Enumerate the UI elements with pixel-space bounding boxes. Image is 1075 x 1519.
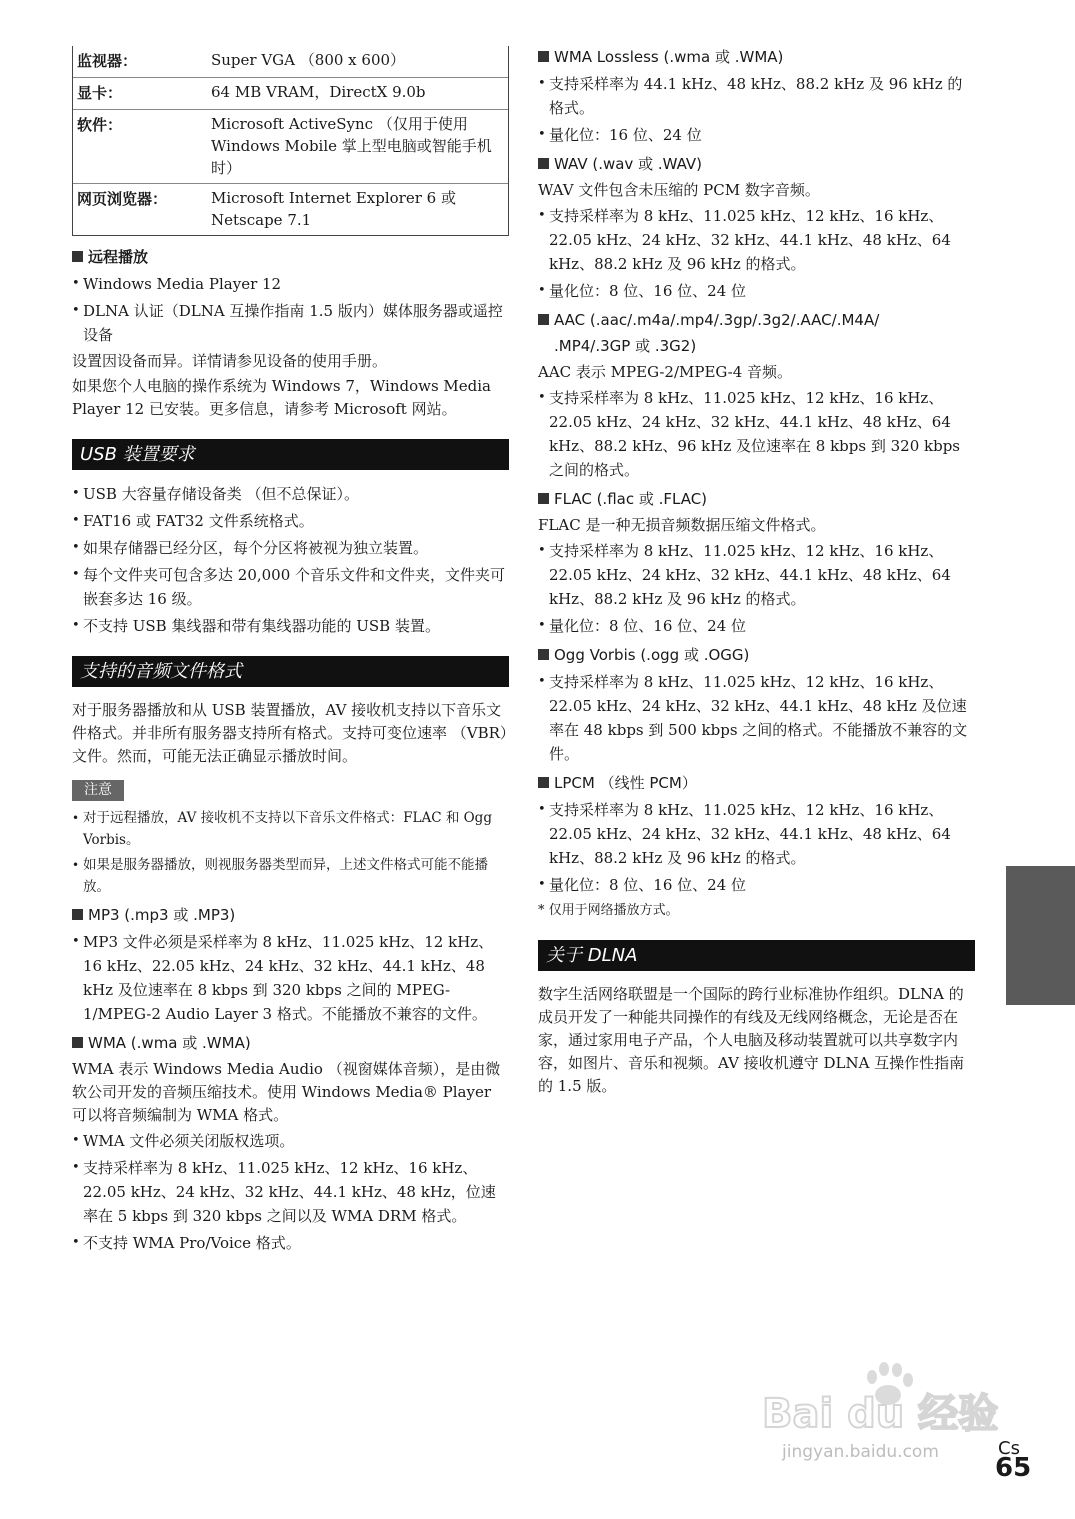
note-item: • 对于远程播放，AV 接收机不支持以下音乐文件格式：FLAC 和 Ogg Vorbis。 [72,807,509,851]
wav-heading: WAV (.wav 或 .WAV) [538,153,975,175]
spec-value: Super VGA （800 x 600） [211,51,406,69]
square-bullet-icon [72,251,83,262]
baidu-watermark-logo [760,1355,1020,1445]
lpcm-heading: LPCM （线性 PCM） [538,772,975,794]
square-bullet-icon [72,1037,83,1048]
list-item: • MP3 文件必须是采样率为 8 kHz、11.025 kHz、12 kHz、16 kHz、22.05 kHz、24 kHz、32 kHz、44.1 kHz、48 kHz 及位速率在 8 kbps 到 320 kbps 之间的 MPEG-1/MPEG-2 Audio Layer 3 格式。不能播放不兼容的文件。 [72,930,509,1026]
list-item: • 不支持 WMA Pro/Voice 格式。 [72,1231,509,1255]
list-item: • 量化位：16 位、24 位 [538,123,975,147]
right-column [538,46,975,1100]
list-item: • FAT16 或 FAT32 文件系统格式。 [72,509,509,533]
list-item: • WMA 文件必须关闭版权选项。 [72,1129,509,1153]
spec-row [73,46,508,78]
usb-section-title: USB 装置要求 [72,439,509,470]
spec-row [73,184,508,235]
dlna-section-title: 关于 DLNA [538,940,975,971]
ogg-heading: Ogg Vorbis (.ogg 或 .OGG) [538,644,975,666]
system-requirements-table [72,46,509,236]
remote-playback-heading: 远程播放 [72,246,509,268]
list-item: • Windows Media Player 12 [72,272,509,296]
language-code: Cs [998,1438,1020,1459]
list-item: • USB 大容量存储设备类 （但不总保证）。 [72,482,509,506]
paragraph: FLAC 是一种无损音频数据压缩文件格式。 [538,516,826,534]
list-item: • 支持采样率为 8 kHz、11.025 kHz、12 kHz、16 kHz、22.05 kHz、24 kHz、32 kHz、44.1 kHz、48 kHz、64 kHz、88.2 kHz、96 kHz 及位速率在 8 kbps 到 320 kbps 之间的格式。 [538,386,975,482]
watermark-url: jingyan.baidu.com [782,1442,939,1462]
note-label: 注意 [72,780,124,801]
list-item: • 量化位：8 位、16 位、24 位 [538,279,975,303]
spec-row [73,78,508,110]
spec-value: 64 MB VRAM，DirectX 9.0b [211,83,426,101]
paragraph: WMA 表示 Windows Media Audio （视窗媒体音频），是由微软公司开发的音频压缩技术。使用 Windows Media® Player 可以将音频编制为 WMA 格式。 [72,1060,501,1124]
list-item: • 不支持 USB 集线器和带有集线器功能的 USB 装置。 [72,614,509,638]
aac-heading: AAC (.aac/.m4a/.mp4/.3gp/.3g2/.AAC/.M4A/ [538,309,975,331]
square-bullet-icon [538,51,549,62]
watermark-text: Bai du 经验 [762,1391,999,1437]
spec-value: Microsoft ActiveSync （仅用于使用 Windows Mobile 掌上型电脑或智能手机时） [211,115,492,177]
wma-lossless-heading: WMA Lossless (.wma 或 .WMA) [538,46,975,68]
list-item: • 支持采样率为 8 kHz、11.025 kHz、12 kHz、16 kHz、22.05 kHz、24 kHz、32 kHz、44.1 kHz、48 kHz、64 kHz、88.2 kHz 及 96 kHz 的格式。 [538,539,975,611]
spec-label: 显卡： [77,84,123,102]
spec-row [73,110,508,184]
list-item: • 每个文件夹可包含多达 20,000 个音乐文件和文件夹，文件夹可嵌套多达 16 级。 [72,563,509,611]
list-item: • 支持采样率为 44.1 kHz、48 kHz、88.2 kHz 及 96 kHz 的格式。 [538,72,975,120]
note-item: • 如果是服务器播放，则视服务器类型而异，上述文件格式可能不能播放。 [72,854,509,898]
square-bullet-icon [538,777,549,788]
square-bullet-icon [538,314,549,325]
aac-heading-continued: .MP4/.3GP 或 .3G2) [554,337,697,355]
formats-intro: 对于服务器播放和从 USB 装置播放，AV 接收机支持以下音乐文件格式。并非所有服务器支持所有格式。支持可变位速率 （VBR）文件。然而，可能无法正确显示播放时间。 [72,701,508,765]
wma-heading: WMA (.wma 或 .WMA) [72,1032,509,1054]
list-item: • 量化位：8 位、16 位、24 位 [538,614,975,638]
list-item: • 支持采样率为 8 kHz、11.025 kHz、12 kHz、16 kHz、22.05 kHz、24 kHz、32 kHz、44.1 kHz、48 kHz 及位速率在 48 kbps 到 500 kbps 之间的格式。不能播放不兼容的文件。 [538,670,975,766]
paragraph: 设置因设备而异。详情请参见设备的使用手册。 [72,352,388,370]
list-item: • 支持采样率为 8 kHz、11.025 kHz、12 kHz、16 kHz、22.05 kHz、24 kHz、32 kHz、44.1 kHz、48 kHz，位速率在 5 kbps 到 320 kbps 之间以及 WMA DRM 格式。 [72,1156,509,1228]
square-bullet-icon [538,158,549,169]
list-item: • 支持采样率为 8 kHz、11.025 kHz、12 kHz、16 kHz、22.05 kHz、24 kHz、32 kHz、44.1 kHz、48 kHz、64 kHz、88.2 kHz 及 96 kHz 的格式。 [538,798,975,870]
square-bullet-icon [72,909,83,920]
paragraph: AAC 表示 MPEG-2/MPEG-4 音频。 [538,363,793,381]
flac-heading: FLAC (.flac 或 .FLAC) [538,488,975,510]
page-number: 65 [995,1453,1032,1483]
list-item: • 支持采样率为 8 kHz、11.025 kHz、12 kHz、16 kHz、22.05 kHz、24 kHz、32 kHz、44.1 kHz、48 kHz、64 kHz、88.2 kHz 及 96 kHz 的格式。 [538,204,975,276]
spec-label: 监视器： [77,52,138,70]
list-item: • 量化位：8 位、16 位、24 位 [538,873,975,897]
spec-label: 网页浏览器： [77,190,168,208]
square-bullet-icon [538,649,549,660]
left-column [72,46,509,1258]
chapter-tab [1006,866,1075,1005]
spec-label: 软件： [77,116,123,134]
list-item: • 如果存储器已经分区，每个分区将被视为独立装置。 [72,536,509,560]
mp3-heading: MP3 (.mp3 或 .MP3) [72,904,509,926]
formats-section-title: 支持的音频文件格式 [72,656,509,687]
paragraph: WAV 文件包含未压缩的 PCM 数字音频。 [538,181,820,199]
square-bullet-icon [538,493,549,504]
dlna-body: 数字生活网络联盟是一个国际的跨行业标准协作组织。DLNA 的成员开发了一种能共同操作的有线及无线网络概念，无论是否在家，通过家用电子产品，个人电脑及移动装置就可以共享数字内容，如图片、音乐和视频。AV 接收机遵守 DLNA 互操作性指南的 1.5 版。 [538,985,965,1095]
footnote: * 仅用于网络播放方式。 [538,903,679,918]
paragraph: 如果您个人电脑的操作系统为 Windows 7，Windows Media Player 12 已安装。更多信息，请参考 Microsoft 网站。 [72,377,491,418]
list-item: • DLNA 认证（DLNA 互操作指南 1.5 版内）媒体服务器或遥控设备 [72,299,509,347]
spec-value: Microsoft Internet Explorer 6 或 Netscape 7.1 [211,189,456,229]
